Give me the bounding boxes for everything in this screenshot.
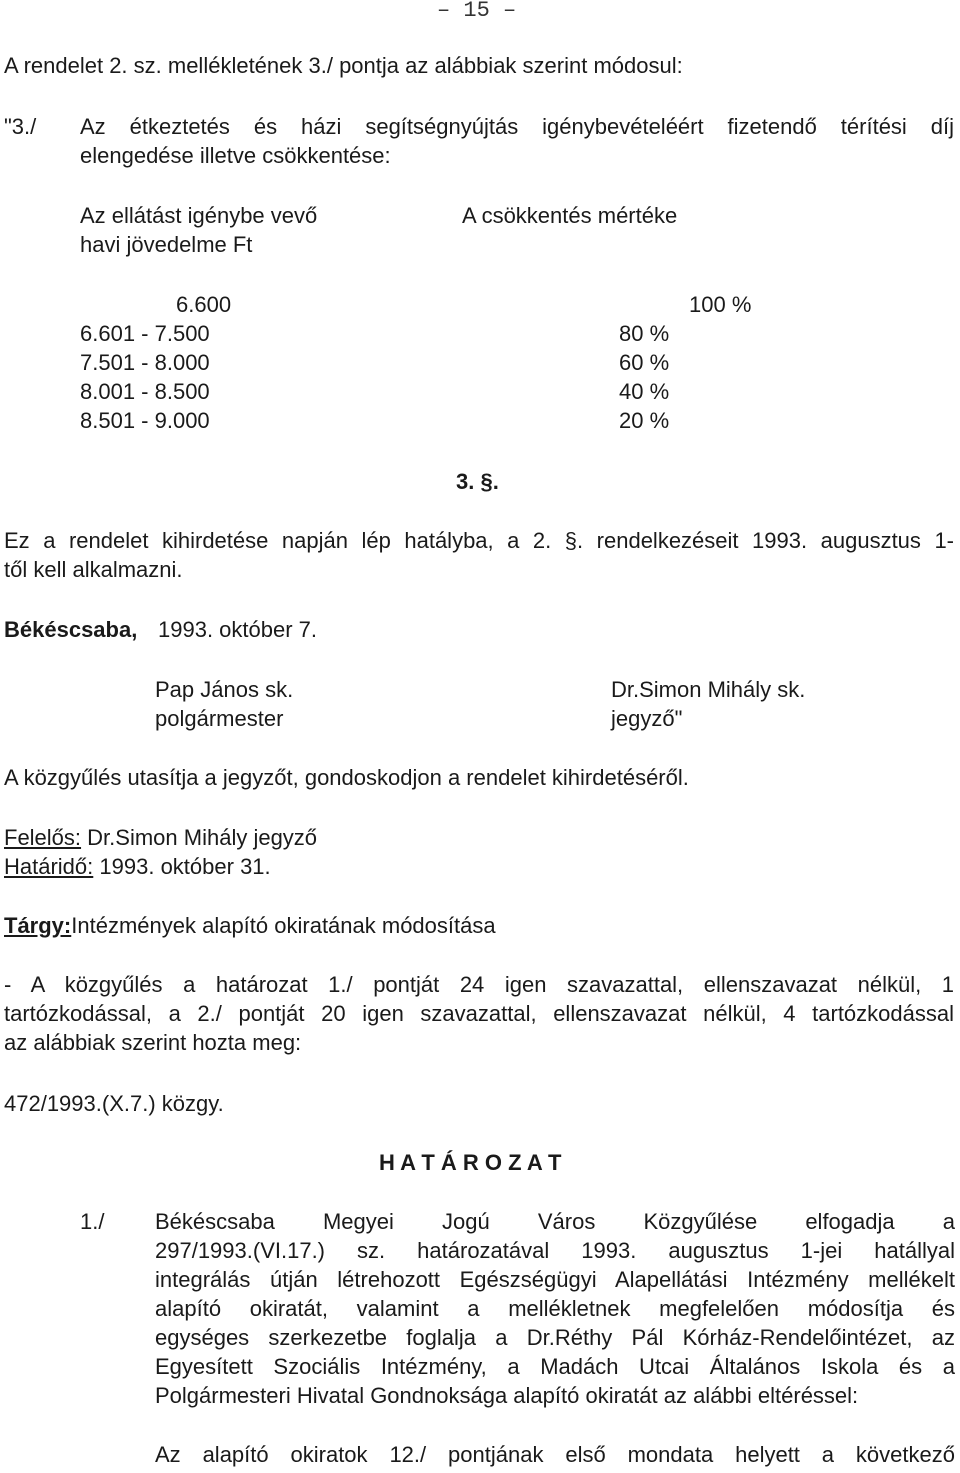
item1-line: 297/1993.(VI.17.) sz. határozatával 1993. augusztus 1-jei hatállyal (155, 1238, 955, 1263)
vote-text-line1: - A közgyűlés a határozat 1./ pontját 24 igen szavazattal, ellenszavazat nélkül, 1 (4, 972, 954, 997)
table-header-income-line1: Az ellátást igénybe vevő (80, 203, 318, 228)
item1-number: 1./ (80, 1209, 105, 1234)
resolution-number: 472/1993.(X.7.) közgy. (4, 1091, 224, 1116)
table-cell-income: 6.601 - 7.500 (80, 321, 210, 346)
table-cell-reduction: 100 % (689, 292, 752, 317)
item1-line: Polgármesteri Hivatal Gondnoksága alapító okiratát az alábbi eltéréssel: (155, 1383, 859, 1408)
responsible-line (4, 825, 317, 851)
place: Békéscsaba, (4, 617, 138, 642)
table-cell-reduction: 60 % (619, 350, 670, 375)
vote-text-line2: tartózkodással, a 2./ pontját 20 igen szavazattal, ellenszavazat nélkül, 4 tartózkodással (4, 1001, 954, 1026)
section-title-line2: elengedése illetve csökkentése: (80, 143, 391, 168)
table-header-reduction: A csökkentés mértéke (462, 203, 678, 228)
subject-line (4, 913, 496, 939)
responsible-label: Felelős: (4, 825, 82, 850)
item1-line: alapító okiratát, valamint a mellékletnek megfelelően módosítja és (155, 1296, 955, 1321)
table-header-income-line2: havi jövedelme Ft (80, 232, 253, 257)
section-number: "3./ (4, 114, 37, 139)
effective-text-line1: Ez a rendelet kihirdetése napján lép hatályba, a 2. §. rendelkezéseit 1993. augusztus 1- (4, 528, 954, 553)
table-cell-income: 8.001 - 8.500 (80, 379, 210, 404)
signature-right-name: Dr.Simon Mihály sk. (611, 677, 806, 702)
signature-right-title: jegyző" (611, 706, 683, 731)
date: 1993. október 7. (158, 617, 318, 642)
paragraph-heading: 3. §. (456, 469, 499, 494)
item1-last-line: Az alapító okiratok 12./ pontjának első mondata helyett a következő (155, 1442, 955, 1467)
signature-left-title: polgármester (155, 706, 284, 731)
item1-line: egységes szerkezetbe foglalja a Dr.Réthy Pál Kórház-Rendelőintézet, az (155, 1325, 955, 1350)
vote-text-line3: az alábbiak szerint hozta meg: (4, 1030, 302, 1055)
table-cell-reduction: 20 % (619, 408, 670, 433)
intro-text: A rendelet 2. sz. mellékletének 3./ pontja az alábbiak szerint módosul: (4, 53, 683, 78)
deadline-value: 1993. október 31. (99, 854, 271, 879)
responsible-value: Dr.Simon Mihály jegyző (87, 825, 318, 850)
table-cell-income: 6.600 (176, 292, 232, 317)
table-cell-reduction: 40 % (619, 379, 670, 404)
deadline-label: Határidő: (4, 854, 94, 879)
item1-line: Egyesített Szociális Intézmény, a Madách Utcai Általános Iskola és a (155, 1354, 955, 1379)
table-cell-income: 8.501 - 9.000 (80, 408, 210, 433)
table-cell-reduction: 80 % (619, 321, 670, 346)
signature-left-name: Pap János sk. (155, 677, 294, 702)
item1-line: integrálás útján létrehozott Egészségügyi Alapellátási Intézmény mellékelt (155, 1267, 955, 1292)
page-number: – 15 – (437, 0, 517, 23)
section-title-line1: Az étkeztetés és házi segítségnyújtás igénybevételéért fizetendő térítési díj (80, 114, 954, 139)
subject-label: Tárgy: (4, 913, 72, 938)
deadline-line (4, 854, 271, 880)
resolution-heading: H A T Á R O Z A T (379, 1150, 562, 1175)
item1-line: Békéscsaba Megyei Jogú Város Közgyűlése elfogadja a (155, 1209, 955, 1234)
subject-value: Intézmények alapító okiratának módosítása (71, 913, 496, 938)
instruction-text: A közgyűlés utasítja a jegyzőt, gondoskodjon a rendelet kihirdetéséről. (4, 765, 689, 790)
table-cell-income: 7.501 - 8.000 (80, 350, 210, 375)
effective-text-line2: től kell alkalmazni. (4, 557, 183, 582)
